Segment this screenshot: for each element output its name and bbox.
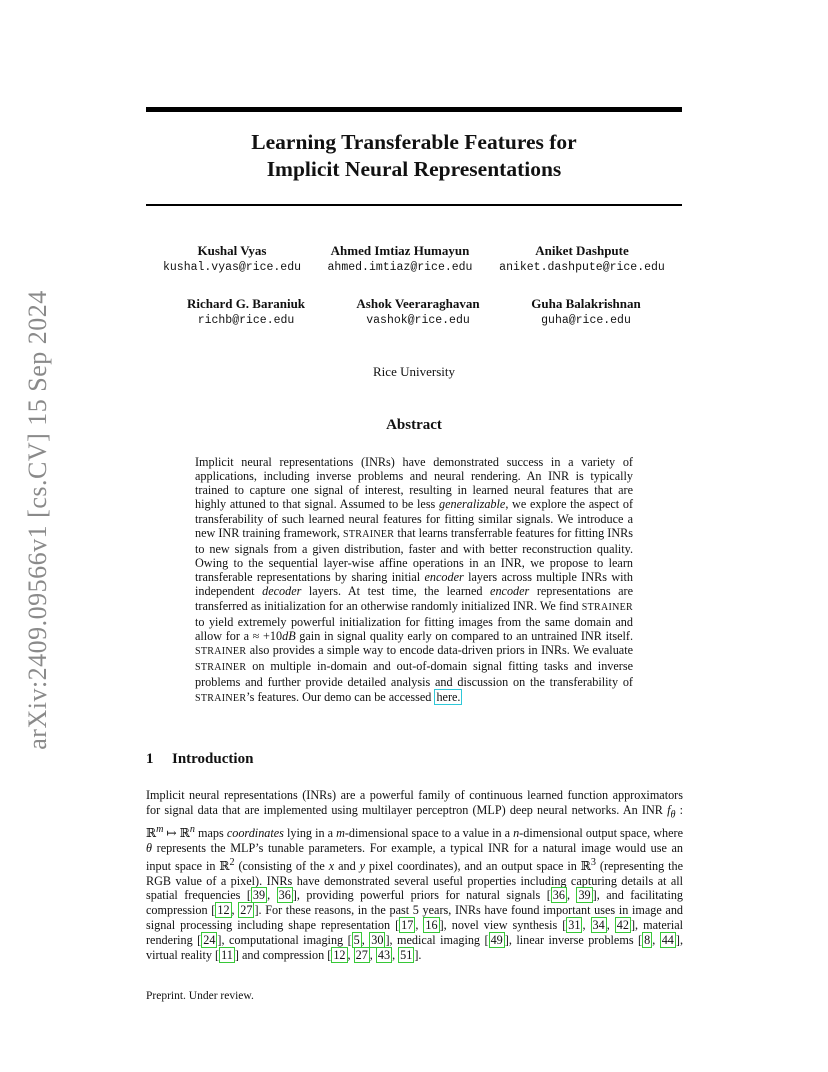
citation-link[interactable]: 16 bbox=[425, 917, 438, 932]
citation-link[interactable]: 17 bbox=[401, 917, 414, 932]
introduction-text: Implicit neural representations (INRs) are a powerful family of continuous learned function approximators for signal data that are implemented using multilayer perceptron (MLP) deep neural networks. An INR $f_\theta$ : ℝ$^m$ ↦ ℝ$^n$ maps coordinates lying in a m-dimensional space to a value in a n-dimensional output space, where θ represents the MLP’s tunable parameters. For example, a typical INR for a natural image would use an input space in ℝ$^2$ (consisting of the x and y pixel coordinates), and an output space in ℝ$^3$ (representing the RGB value of a pixel). INRs have demonstrated several useful properties including capturing details at all spatial frequencies [ 39 , 36 ], providing powerful priors for natural signals [ 36 , 39 ], and facilitating compression [ 12 , 27 ]. For these reasons, in the past 5 years, INRs have found important uses in image and signal processing including shape representation [ 17 , 16 ], novel view synthesis [ 31 , 34 , 42 ], material rendering [ 24 ], computational imaging [ 5 , 30 ], medical imaging [ 49 ], linear inverse problems [ 8 , 44 ], virtual reality [ 11 ] and compression [ 12 , 27 , 43 , 51 ]. bbox=[146, 788, 684, 962]
author-block bbox=[482, 243, 682, 276]
citation-link[interactable]: 12 bbox=[217, 903, 230, 918]
citation-link[interactable]: 30 bbox=[371, 932, 384, 947]
author-email[interactable]: guha@rice.edu bbox=[541, 314, 631, 327]
paper-title bbox=[146, 129, 682, 183]
citation-link[interactable]: 36 bbox=[278, 888, 291, 903]
author-name: Kushal Vyas bbox=[197, 243, 267, 258]
citation-link[interactable]: 36 bbox=[552, 888, 565, 903]
citation-link[interactable]: 34 bbox=[592, 917, 605, 932]
section-heading-introduction bbox=[146, 751, 253, 768]
arxiv-sidebar-stamp bbox=[14, 270, 62, 770]
author-block bbox=[146, 296, 346, 329]
title-line-1: Learning Transferable Features for bbox=[251, 130, 577, 154]
citation-link[interactable]: 27 bbox=[355, 947, 368, 962]
author-email[interactable]: vashok@rice.edu bbox=[366, 314, 470, 327]
citation-link[interactable]: 11 bbox=[221, 947, 233, 962]
citation-link[interactable]: 49 bbox=[490, 932, 503, 947]
arxiv-identifier: arXiv:2409.09566v1 [cs.CV] 15 Sep 2024 bbox=[23, 290, 53, 750]
citation-link[interactable]: 43 bbox=[377, 947, 391, 962]
citation-link[interactable]: 31 bbox=[568, 917, 581, 932]
author-email[interactable]: ahmed.imtiaz@rice.edu bbox=[327, 261, 473, 274]
section-title: Introduction bbox=[172, 751, 254, 767]
author-name: Ashok Veeraraghavan bbox=[356, 296, 480, 311]
citation-link[interactable]: 8 bbox=[644, 932, 651, 947]
author-block bbox=[300, 243, 500, 276]
abstract-heading: Abstract bbox=[386, 417, 442, 433]
title-rule-bottom bbox=[146, 204, 682, 206]
affiliation: Rice University bbox=[373, 364, 455, 379]
citation-link[interactable]: 51 bbox=[400, 947, 413, 962]
abstract-text: Implicit neural representations (INRs) have demonstrated success in a variety of applications, including inverse problems and neural rendering. An INR is typically trained to capture one signal of interest, resulting in learned neural features that are highly attuned to that signal. Assumed to be less generalizable, we explore the aspect of transferability of such learned neural features for fitting similar signals. We introduce a new INR training framework, STRAINER that learns transferrable features for fitting INRs to new signals from a given distribution, faster and with better reconstruction quality. Owing to the sequential layer-wise affine operations in an INR, we propose to learn transferable representations by sharing initial encoder layers across multiple INRs with independent decoder layers. At test time, the learned encoder representations are transferred as initialization for an otherwise randomly initialized INR. We find STRAINER to yield extremely powerful initialization for fitting images from the same domain and allow for a ≈ +10dB gain in signal quality early on compared to an untrained INR itself. STRAINER also provides a simple way to encode data-driven priors in INRs. We evaluate STRAINER on multiple in-domain and out-of-domain signal fitting tasks and inverse problems and further provide detailed analysis and discussion on the transferability of STRAINER’s features. Our demo can be accessed here. bbox=[195, 455, 634, 704]
citation-link[interactable]: 44 bbox=[661, 932, 674, 947]
author-block bbox=[486, 296, 686, 329]
citation-link[interactable]: 12 bbox=[333, 947, 346, 962]
author-email[interactable]: richb@rice.edu bbox=[197, 314, 295, 327]
citation-link[interactable]: 39 bbox=[578, 888, 591, 903]
author-name: Ahmed Imtiaz Humayun bbox=[330, 243, 470, 258]
citation-link[interactable]: 5 bbox=[353, 932, 360, 947]
citation-link[interactable]: 39 bbox=[252, 888, 266, 903]
citation-link[interactable]: 42 bbox=[616, 917, 629, 932]
author-name: Guha Balakrishnan bbox=[531, 296, 641, 311]
citation-link[interactable]: 24 bbox=[203, 932, 216, 947]
author-name: Richard G. Baraniuk bbox=[186, 296, 306, 311]
citation-link[interactable]: 27 bbox=[240, 903, 253, 918]
demo-link[interactable]: here. bbox=[436, 689, 461, 704]
author-name: Aniket Dashpute bbox=[535, 243, 629, 258]
footer-note: Preprint. Under review. bbox=[146, 990, 254, 1002]
title-line-2: Implicit Neural Representations bbox=[266, 157, 562, 181]
author-email[interactable]: aniket.dashpute@rice.edu bbox=[499, 261, 665, 274]
section-number: 1 bbox=[146, 751, 154, 767]
title-rule-top bbox=[146, 107, 682, 112]
author-email[interactable]: kushal.vyas@rice.edu bbox=[162, 261, 302, 274]
